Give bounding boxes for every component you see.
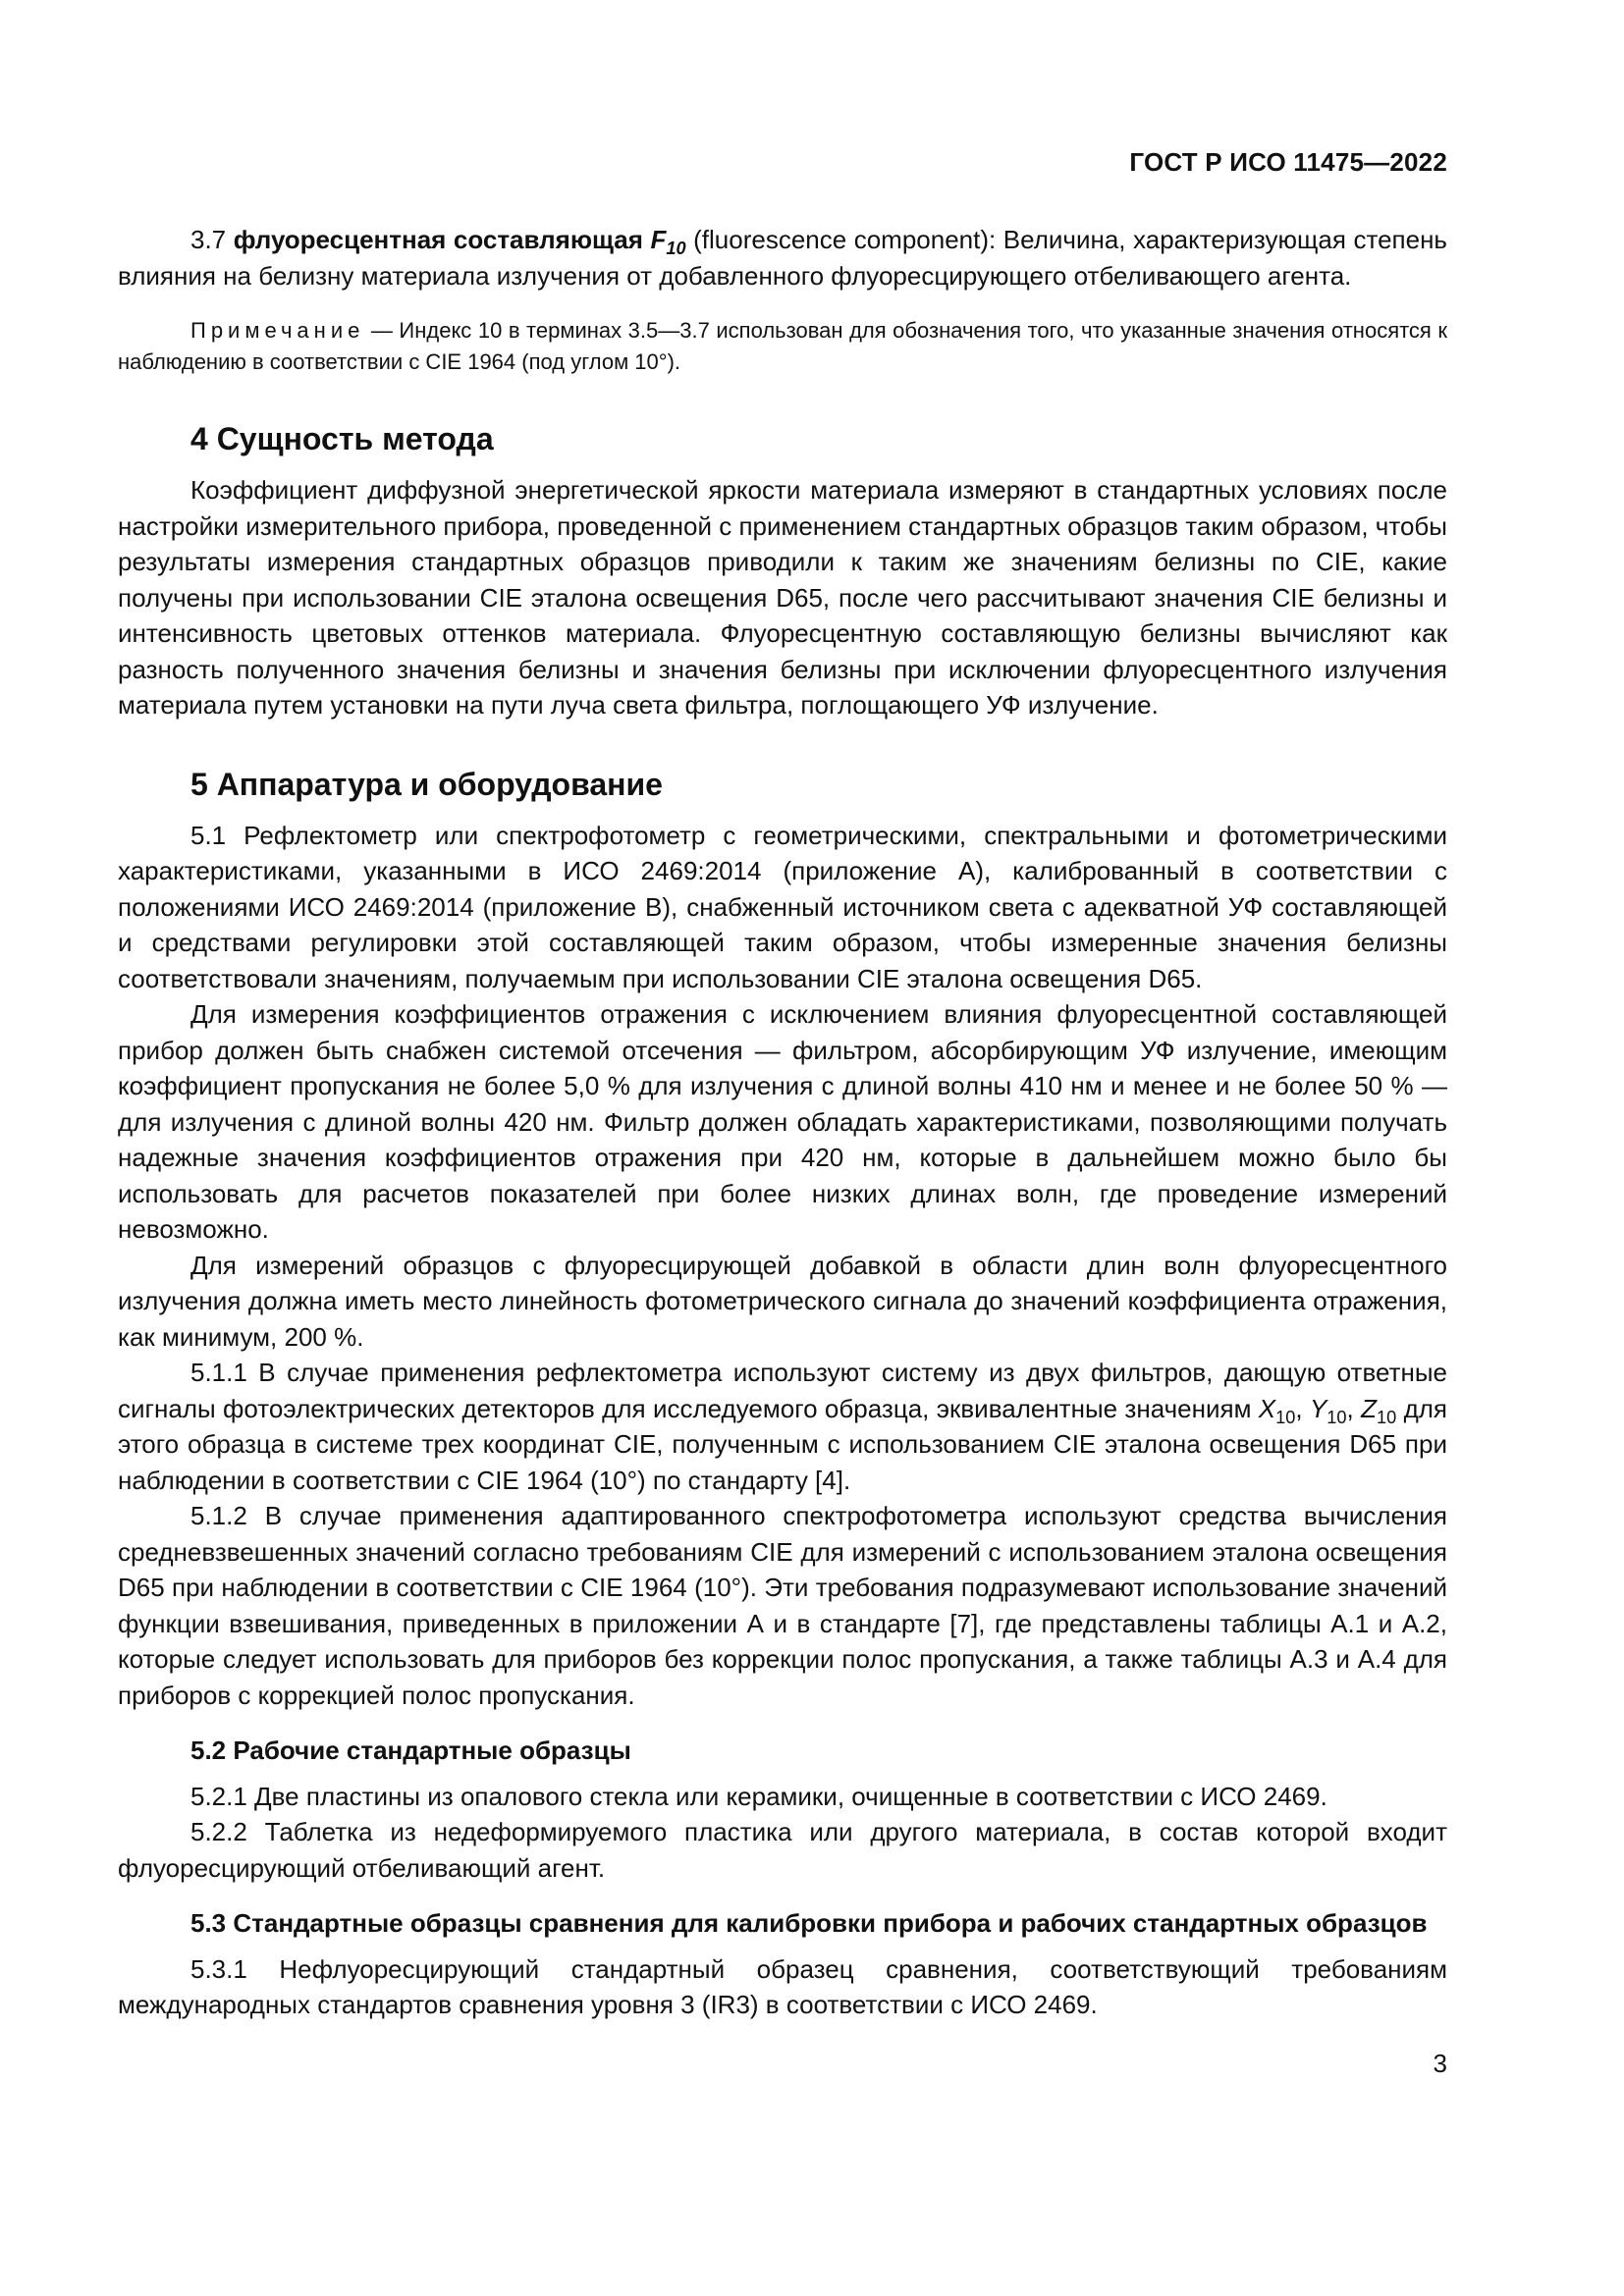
paragraph-5-2-1: 5.2.1 Две пластины из опалового стекла или керамики, очищенные в соответствии с ИСО 2469.: [190, 1781, 1327, 1811]
document-header: ГОСТ Р ИСО 11475—2022: [1129, 147, 1447, 177]
section-5-heading: 5 Аппаратура и оборудование: [190, 766, 663, 802]
paragraph-5-1-2: 5.1.2 В случае применения адаптированного спектрофотометра используют средства вычисления средневзвешенных значений согласно требованиям CIE для измерений с использованием эталона освещения D65 при наблюдении в соответствии с CIE 1964 (10°). Эти требования подразумевают использование значений функции взвешивания, приведенных в приложении А и в стандарте [7], где представлены таблицы А.1 и А.2, которые следует использовать для приборов без коррекции полос пропускания, а также таблицы А.3 и А.4 для приборов с коррекцией полос пропускания.: [118, 1501, 1447, 1710]
paragraph-5-3-1: 5.3.1 Нефлуоресцирующий стандартный образец сравнения, соответствующий требованиям международных стандартов сравнения уровня 3 (IR3) в соответствии с ИСО 2469.: [118, 1953, 1447, 2019]
note-text: — Индекс 10 в терминах 3.5—3.7 использован для обозначения того, что указанные значения относятся к наблюдению в соответствии с CIE 1964 (под углом 10°).: [118, 318, 1447, 374]
section-4-paragraph: Коэффициент диффузной энергетической яркости материала измеряют в стандартных условиях после настройки измерительного прибора, проведенной с применением стандартных образцов таким образом, чтобы результаты измерения стандартных образцов приводили к таким же значениям белизны по CIE, какие получены при использовании CIE эталона освещения D65, после чего рассчитывают значения CIE белизны и интенсивность цветовых оттенков материала. Флуоресцентную составляющую белизны вычисляют как разность полученного значения белизны и значения белизны при исключении флуоресцентного излучения материала путем установки на пути луча света фильтра, поглощающего УФ излучение.: [118, 475, 1447, 720]
paragraph-5-2-2: 5.2.2 Таблетка из недеформируемого пластика или другого материала, в состав которой входит флуоресцирующий отбеливающий агент.: [118, 1817, 1447, 1883]
paragraph-5-1-filter: Для измерения коэффициентов отражения с исключением влияния флуоресцентной составляющей прибор должен быть снабжен системой отсечения — фильтром, абсорбирующим УФ излучение, имеющим коэффициент пропускания не более 5,0 % для излучения с длиной волны 410 нм и менее и не более 50 % — для излучения с длиной волны 420 нм. Фильтр должен обладать характеристиками, позволяющими получать надежные значения коэффициентов отражения при 420 нм, которые в дальнейшем можно было бы использовать для расчетов показателей при более низких длинах волн, где проведение измерений невозможно.: [118, 999, 1447, 1244]
page-number: 3: [1433, 2049, 1447, 2078]
term-definition: (fluorescence component): Величина, характеризующая степень влияния на белизну материала излучения от добавленного флуоресцирующего отбеливающего агента.: [118, 225, 1447, 291]
section-5-3-heading: 5.3 Стандартные образцы сравнения для калибровки прибора и рабочих стандартных образцов: [190, 1908, 1428, 1938]
paragraph-5-1: 5.1 Рефлектометр или спектрофотометр с геометрическими, спектральными и фотометрическими характеристиками, указанными в ИСО 2469:2014 (приложение А), калиброванный в соответствии с положениями ИСО 2469:2014 (приложение В), снабженный источником света с адекватной УФ составляющей и средствами регулировки этой составляющей таким образом, чтобы измеренные значения белизны соответствовали значениям, получаемым при использовании CIE эталона освещения D65.: [118, 820, 1447, 993]
term: флуоресцентная составляющая: [233, 225, 643, 254]
section-4-heading: 4 Сущность метода: [190, 421, 494, 456]
paragraph-5-1-1: 5.1.1 В случае применения рефлектометра используют систему из двух фильтров, дающую ответные сигналы фотоэлектрических детекторов для исследуемого образца, эквивалентные значениям $X_{10}$, $Y_{10}$, $Z_{10}$ для этого образца в системе трех координат CIE, полученным с использованием CIE эталона освещения D65 при наблюдении в соответствии с CIE 1964 (10°) по стандарту [4].: [118, 1358, 1447, 1495]
paragraph-5-1-linearity: Для измерений образцов с флуоресцирующей добавкой в области длин волн флуоресцентного излучения должна иметь место линейность фотометрического сигнала до значений коэффициента отражения, как минимум, 200 %.: [118, 1250, 1447, 1352]
note-label: Примечание: [190, 318, 365, 343]
section-5-2-heading: 5.2 Рабочие стандартные образцы: [190, 1735, 631, 1765]
document-body: [118, 222, 1447, 2023]
paragraph-3-7: [118, 222, 1447, 294]
term-symbol: $F_{10}$: [650, 225, 686, 258]
note: [118, 315, 1447, 378]
clause-number: 3.7: [190, 225, 227, 254]
